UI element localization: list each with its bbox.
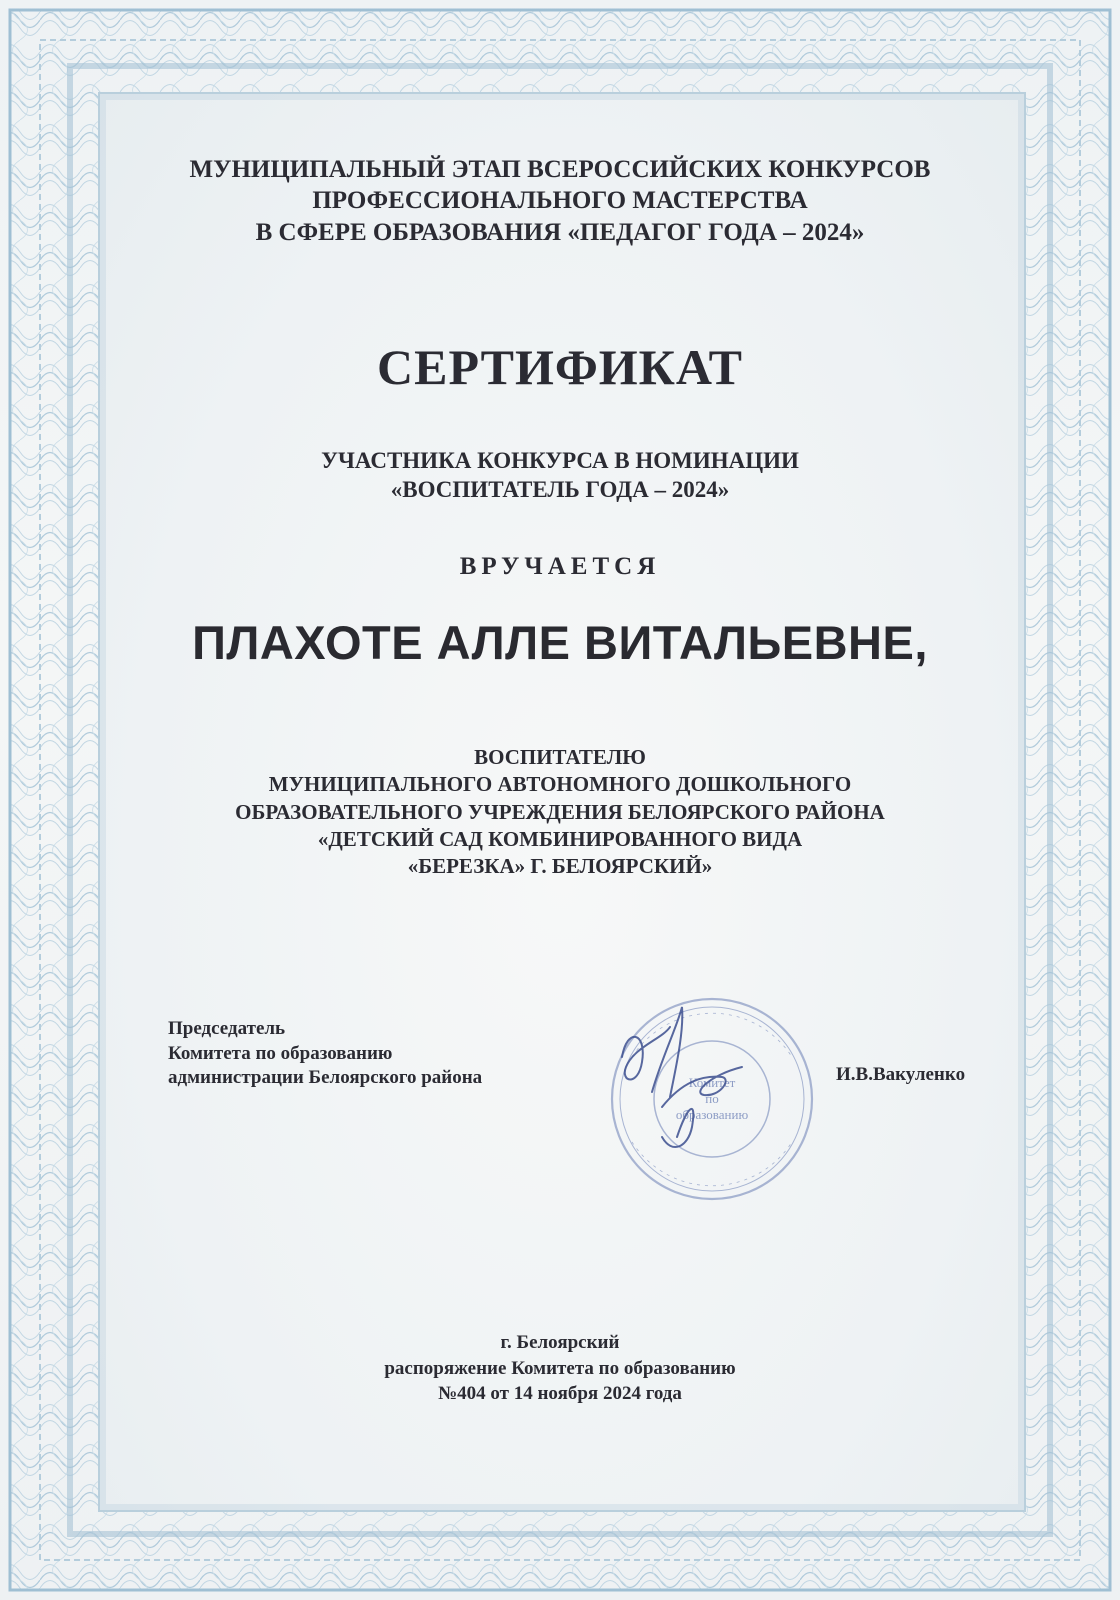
stamp-center-line: Комитет bbox=[688, 1075, 736, 1090]
certificate-content bbox=[98, 92, 1022, 1508]
signer-title bbox=[168, 1017, 588, 1091]
signer-name: И.В.Вакуленко bbox=[836, 1064, 966, 1085]
signer-line: Председатель bbox=[168, 1018, 286, 1039]
competition-header bbox=[98, 154, 1022, 248]
footer-line: распоряжение Комитета по образованию bbox=[384, 1357, 736, 1379]
footer-line: №404 от 14 ноября 2024 года bbox=[438, 1383, 682, 1405]
official-stamp-with-signature bbox=[592, 987, 832, 1207]
header-line: МУНИЦИПАЛЬНЫЙ ЭТАП ВСЕРОССИЙСКИХ КОНКУРСОВ bbox=[189, 156, 931, 183]
stamp-center-line: по bbox=[705, 1091, 719, 1106]
position-line: МУНИЦИПАЛЬНОГО АВТОНОМНОГО ДОШКОЛЬНОГО bbox=[268, 772, 852, 797]
nomination-line: УЧАСТНИКА КОНКУРСА В НОМИНАЦИИ bbox=[321, 448, 799, 473]
recipient-name: ПЛАХОТЕ АЛЛЕ ВИТАЛЬЕВНЕ, bbox=[192, 616, 928, 669]
nomination-line: «ВОСПИТАТЕЛЬ ГОДА – 2024» bbox=[390, 476, 730, 502]
stamp-center-line: образованию bbox=[675, 1107, 749, 1122]
recipient-position bbox=[98, 744, 1022, 880]
issue-details bbox=[98, 1330, 1022, 1407]
footer-line: г. Белоярский bbox=[500, 1332, 620, 1353]
signer-line: администрации Белоярского района bbox=[168, 1067, 483, 1089]
header-line: В СФЕРЕ ОБРАЗОВАНИЯ «ПЕДАГОГ ГОДА – 2024» bbox=[255, 218, 865, 246]
nomination-text bbox=[98, 447, 1022, 505]
position-line: ВОСПИТАТЕЛЮ bbox=[474, 745, 646, 769]
position-line: «БЕРЕЗКА» Г. БЕЛОЯРСКИЙ» bbox=[407, 854, 713, 879]
header-line: ПРОФЕССИОНАЛЬНОГО МАСТЕРСТВА bbox=[312, 187, 808, 215]
signer-line: Комитета по образованию bbox=[168, 1042, 393, 1064]
position-line: «ДЕТСКИЙ САД КОМБИНИРОВАННОГО ВИДА bbox=[317, 826, 803, 851]
certificate-title: СЕРТИФИКАТ bbox=[376, 339, 743, 395]
awarded-label: ВРУЧАЕТСЯ bbox=[459, 553, 661, 580]
position-line: ОБРАЗОВАТЕЛЬНОГО УЧРЕЖДЕНИЯ БЕЛОЯРСКОГО РАЙОНА bbox=[235, 799, 885, 824]
